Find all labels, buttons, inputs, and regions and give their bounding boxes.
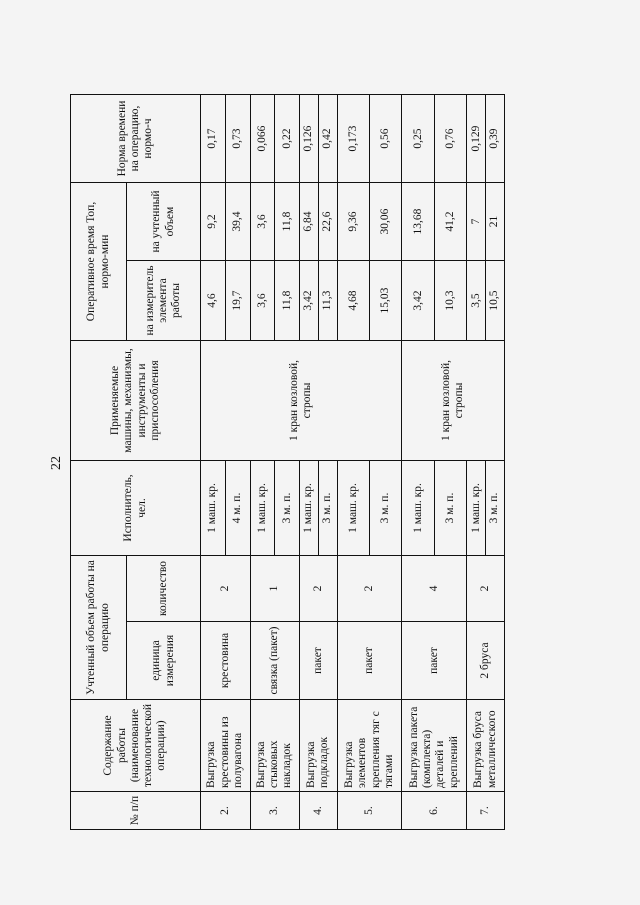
row-per-volume: 9,2 <box>201 183 226 261</box>
row-executor: 1 маш. кр. <box>300 461 319 556</box>
table-row <box>201 95 226 830</box>
row-unit: 2 бруса <box>467 622 505 700</box>
row-norm: 0,129 <box>467 95 486 183</box>
row-norm: 0,17 <box>201 95 226 183</box>
row-unit: пакет <box>402 622 467 700</box>
row-executor: 3 м. п. <box>486 461 505 556</box>
row-content: Выгрузка крестовины из полувагона <box>201 700 251 792</box>
row-executor: 4 м. п. <box>225 461 250 556</box>
row-executor: 3 м. п. <box>318 461 337 556</box>
row-unit: крестовина <box>201 622 251 700</box>
row-per-volume: 41,2 <box>434 183 466 261</box>
table-row <box>300 95 319 830</box>
row-per-unit: 11,3 <box>318 261 337 341</box>
row-per-volume: 13,68 <box>402 183 434 261</box>
row-unit: связка (пакет) <box>250 622 300 700</box>
row-norm: 0,73 <box>225 95 250 183</box>
header-qty: количество <box>127 556 201 622</box>
row-per-unit: 19,7 <box>225 261 250 341</box>
row-norm: 0,173 <box>337 95 369 183</box>
row-qty: 1 <box>250 556 300 622</box>
header-content: Содержание работы (наименование технологической операции) <box>71 700 201 792</box>
row-per-volume: 6,84 <box>300 183 319 261</box>
row-executor: 1 маш. кр. <box>337 461 369 556</box>
row-per-volume: 3,6 <box>250 183 275 261</box>
row-per-unit: 3,42 <box>300 261 319 341</box>
header-machines: Применяемые машины, механизмы, инструменты и приспособления <box>71 341 201 461</box>
row-executor: 1 маш. кр. <box>201 461 226 556</box>
row-norm: 0,22 <box>275 95 300 183</box>
row-per-unit: 10,5 <box>486 261 505 341</box>
header-unit: единица измерения <box>127 622 201 700</box>
row-num: 6. <box>402 792 467 830</box>
row-content: Выгрузка элементов крепления тяг с тягами <box>337 700 402 792</box>
row-executor: 1 маш. кр. <box>467 461 486 556</box>
row-executor: 3 м. п. <box>434 461 466 556</box>
row-per-unit: 3,6 <box>250 261 275 341</box>
header-volume: Учтенный объем работы на операцию <box>71 556 127 700</box>
row-norm: 0,25 <box>402 95 434 183</box>
row-per-volume: 39,4 <box>225 183 250 261</box>
row-per-unit: 3,42 <box>402 261 434 341</box>
row-qty: 2 <box>467 556 505 622</box>
row-machines: 1 кран козловой, стропы <box>402 341 505 461</box>
header-num: № п/п <box>71 792 201 830</box>
row-qty: 2 <box>300 556 338 622</box>
row-per-unit: 15,03 <box>370 261 402 341</box>
row-per-unit: 4,68 <box>337 261 369 341</box>
row-executor: 3 м. п. <box>275 461 300 556</box>
row-norm: 0,56 <box>370 95 402 183</box>
table-row <box>467 95 486 830</box>
row-per-unit: 3,5 <box>467 261 486 341</box>
table-wrapper <box>70 95 505 830</box>
row-num: 2. <box>201 792 251 830</box>
row-qty: 2 <box>201 556 251 622</box>
table-row <box>402 95 434 830</box>
row-content: Выгрузка пакета (комплекта) деталей и креплений <box>402 700 467 792</box>
row-qty: 2 <box>337 556 402 622</box>
table-row <box>337 95 369 830</box>
row-norm: 0,39 <box>486 95 505 183</box>
row-per-unit: 4,6 <box>201 261 226 341</box>
row-norm: 0,066 <box>250 95 275 183</box>
row-qty: 4 <box>402 556 467 622</box>
row-num: 3. <box>250 792 300 830</box>
row-unit: пакет <box>300 622 338 700</box>
row-per-volume: 22,6 <box>318 183 337 261</box>
row-executor: 1 маш. кр. <box>250 461 275 556</box>
row-unit: пакет <box>337 622 402 700</box>
table-row <box>250 95 275 830</box>
row-per-unit: 10,3 <box>434 261 466 341</box>
row-per-volume: 11,8 <box>275 183 300 261</box>
row-content: Выгрузка стыковых накладок <box>250 700 300 792</box>
row-machines: 1 кран козловой, стропы <box>201 341 402 461</box>
row-norm: 0,126 <box>300 95 319 183</box>
row-norm: 0,76 <box>434 95 466 183</box>
header-norm: Норма времени на операцию, нормо-ч <box>71 95 201 183</box>
row-per-volume: 9,36 <box>337 183 369 261</box>
header-optime: Оперативное время Топ, нормо-мин <box>71 183 127 341</box>
row-executor: 3 м. п. <box>370 461 402 556</box>
header-executor: Исполнитель, чел. <box>71 461 201 556</box>
row-per-volume: 21 <box>486 183 505 261</box>
row-content: Выгрузка подкладок <box>300 700 338 792</box>
row-num: 4. <box>300 792 338 830</box>
row-executor: 1 маш. кр. <box>402 461 434 556</box>
row-per-unit: 11,8 <box>275 261 300 341</box>
header-per-unit: на измеритель элемента работы <box>127 261 201 341</box>
row-num: 5. <box>337 792 402 830</box>
header-per-volume: на учтенный объем <box>127 183 201 261</box>
row-content: Выгрузка бруса металлического <box>467 700 505 792</box>
norms-table <box>70 94 505 830</box>
row-num: 7. <box>467 792 505 830</box>
row-norm: 0,42 <box>318 95 337 183</box>
row-per-volume: 30,06 <box>370 183 402 261</box>
row-per-volume: 7 <box>467 183 486 261</box>
page-number: 22 <box>49 456 64 470</box>
